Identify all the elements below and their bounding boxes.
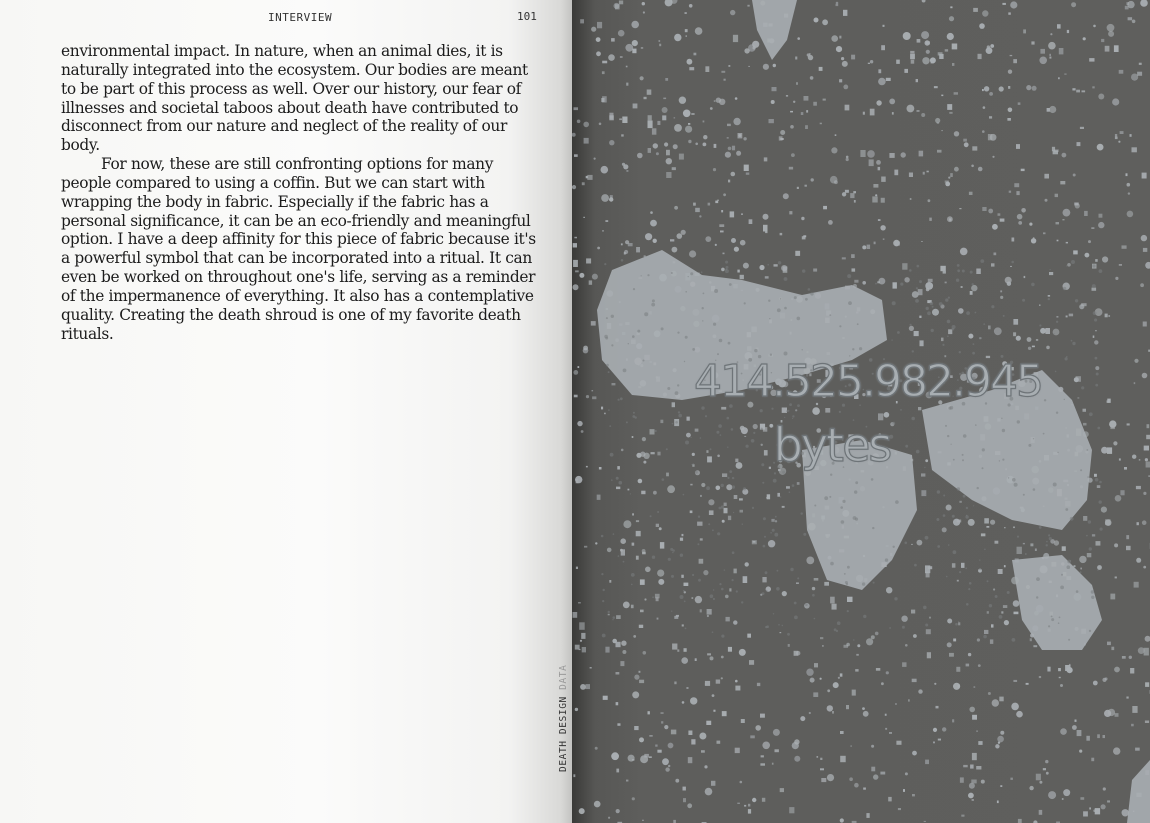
paragraph-2: For now, these are still confronting options for many people compared to using a coffin. But we can start with wrapping the body in fabric. Especially if the fabric has a personal significance, it can be an eco-friendly and meaningful option. I have a deep affinity for this piece of fabric because it's a powerful symbol that can be incorporated into a ritual. It can even be worked on throughout one's life, serving as a reminder of the impermanence of everything. It also has a contemplative quality. Creating the death shroud is one of my favorite death rituals.: [61, 155, 536, 343]
right-page: [572, 0, 1150, 823]
vertical-section-label: [558, 665, 569, 772]
side-label-light: DATA: [558, 664, 569, 690]
body-text: [61, 42, 543, 344]
data-figure: 414.525.982.945: [694, 356, 1042, 407]
side-label-dark: DEATH DESIGN: [558, 696, 569, 772]
data-unit: bytes: [773, 418, 891, 472]
speckle-map-artwork: [572, 0, 1150, 823]
running-head: INTERVIEW: [268, 11, 333, 24]
page-number: 101: [517, 10, 537, 23]
paragraph-1: environmental impact. In nature, when an animal dies, it is naturally integrated into the ecosystem. Our bodies are meant to be part of this process as well. Over our history, our fear of illnesses and societal taboos about death have contributed to disconnect from our nature and neglect of the reality of our body.: [61, 42, 528, 155]
